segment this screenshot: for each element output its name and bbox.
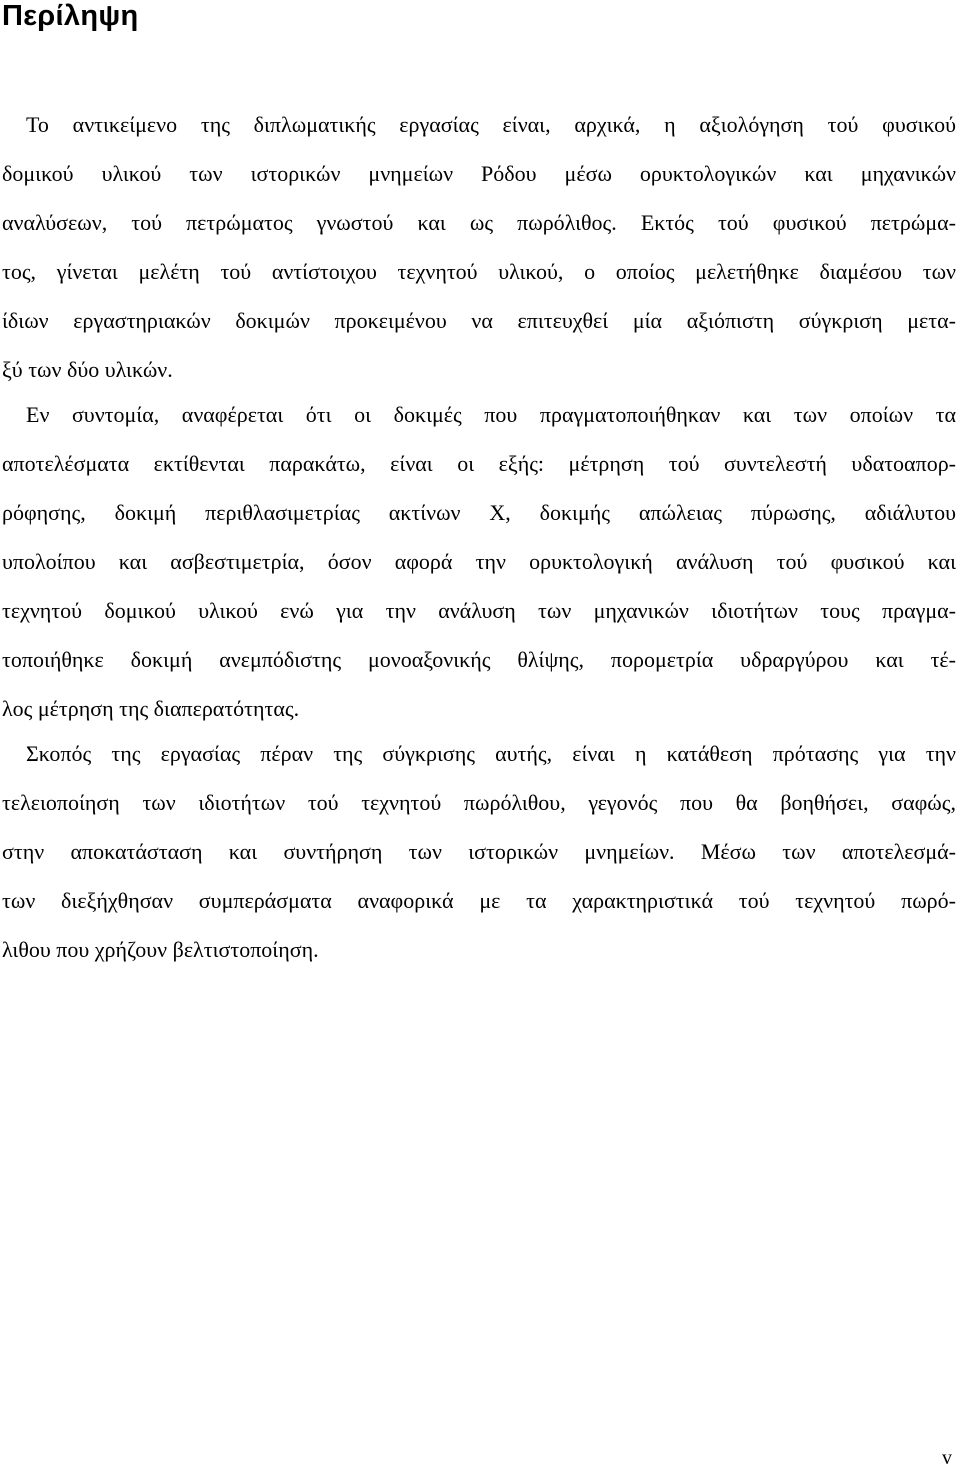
text-line: τοποιήθηκε δοκιμή ανεμπόδιστης μονοαξονικής θλίψης, πορομετρία υδραργύρου και τέ- <box>2 647 956 672</box>
text-line: λος μέτρηση της διαπερατότητας. <box>2 696 300 721</box>
text-line: τελειοποίηση των ιδιοτήτων τού τεχνητού πωρόλιθου, γεγονός που θα βοηθήσει, σαφώς, <box>2 790 956 815</box>
page-title: Περίληψη <box>2 0 139 32</box>
page-number: v <box>942 1447 952 1469</box>
text-line: ρόφησης, δοκιμή περιθλασιμετρίας ακτίνων Χ, δοκιμής απώλειας πύρωσης, αδιάλυτου <box>2 500 956 525</box>
text-line: λιθου που χρήζουν βελτιστοποίηση. <box>2 937 319 962</box>
text-line: Το αντικείμενο της διπλωματικής εργασίας είναι, αρχικά, η αξιολόγηση τού φυσικού <box>26 112 956 137</box>
text-line: ξύ των δύο υλικών. <box>2 357 173 382</box>
text-line: των διεξήχθησαν συμπεράσματα αναφορικά με τα χαρακτηριστικά τού τεχνητού πωρό- <box>2 888 956 913</box>
text-line: τος, γίνεται μελέτη τού αντίστοιχου τεχνητού υλικού, ο οποίος μελετήθηκε διαμέσου των <box>2 259 956 284</box>
text-line: Εν συντομία, αναφέρεται ότι οι δοκιμές που πραγματοποιήθηκαν και των οποίων τα <box>26 402 956 427</box>
text-line: δομικού υλικού των ιστορικών μνημείων Ρόδου μέσω ορυκτολογικών και μηχανικών <box>2 161 956 186</box>
text-line: αναλύσεων, τού πετρώματος γνωστού και ως πωρόλιθος. Εκτός τού φυσικού πετρώμα- <box>2 210 956 235</box>
text-line: ίδιων εργαστηριακών δοκιμών προκειμένου να επιτευχθεί μία αξιόπιστη σύγκριση μετα- <box>2 308 956 333</box>
text-line: στην αποκατάσταση και συντήρηση των ιστορικών μνημείων. Μέσω των αποτελεσμά- <box>2 839 956 864</box>
text-line: Σκοπός της εργασίας πέραν της σύγκρισης αυτής, είναι η κατάθεση πρότασης για την <box>26 741 956 766</box>
text-line: υπολοίπου και ασβεστιμετρία, όσον αφορά την ορυκτολογική ανάλυση τού φυσικού και <box>2 549 956 574</box>
text-line: αποτελέσματα εκτίθενται παρακάτω, είναι οι εξής: μέτρηση τού συντελεστή υδατοαπορ- <box>2 451 956 476</box>
text-line: τεχνητού δομικού υλικού ενώ για την ανάλυση των μηχανικών ιδιοτήτων τους πραγμα- <box>2 598 956 623</box>
